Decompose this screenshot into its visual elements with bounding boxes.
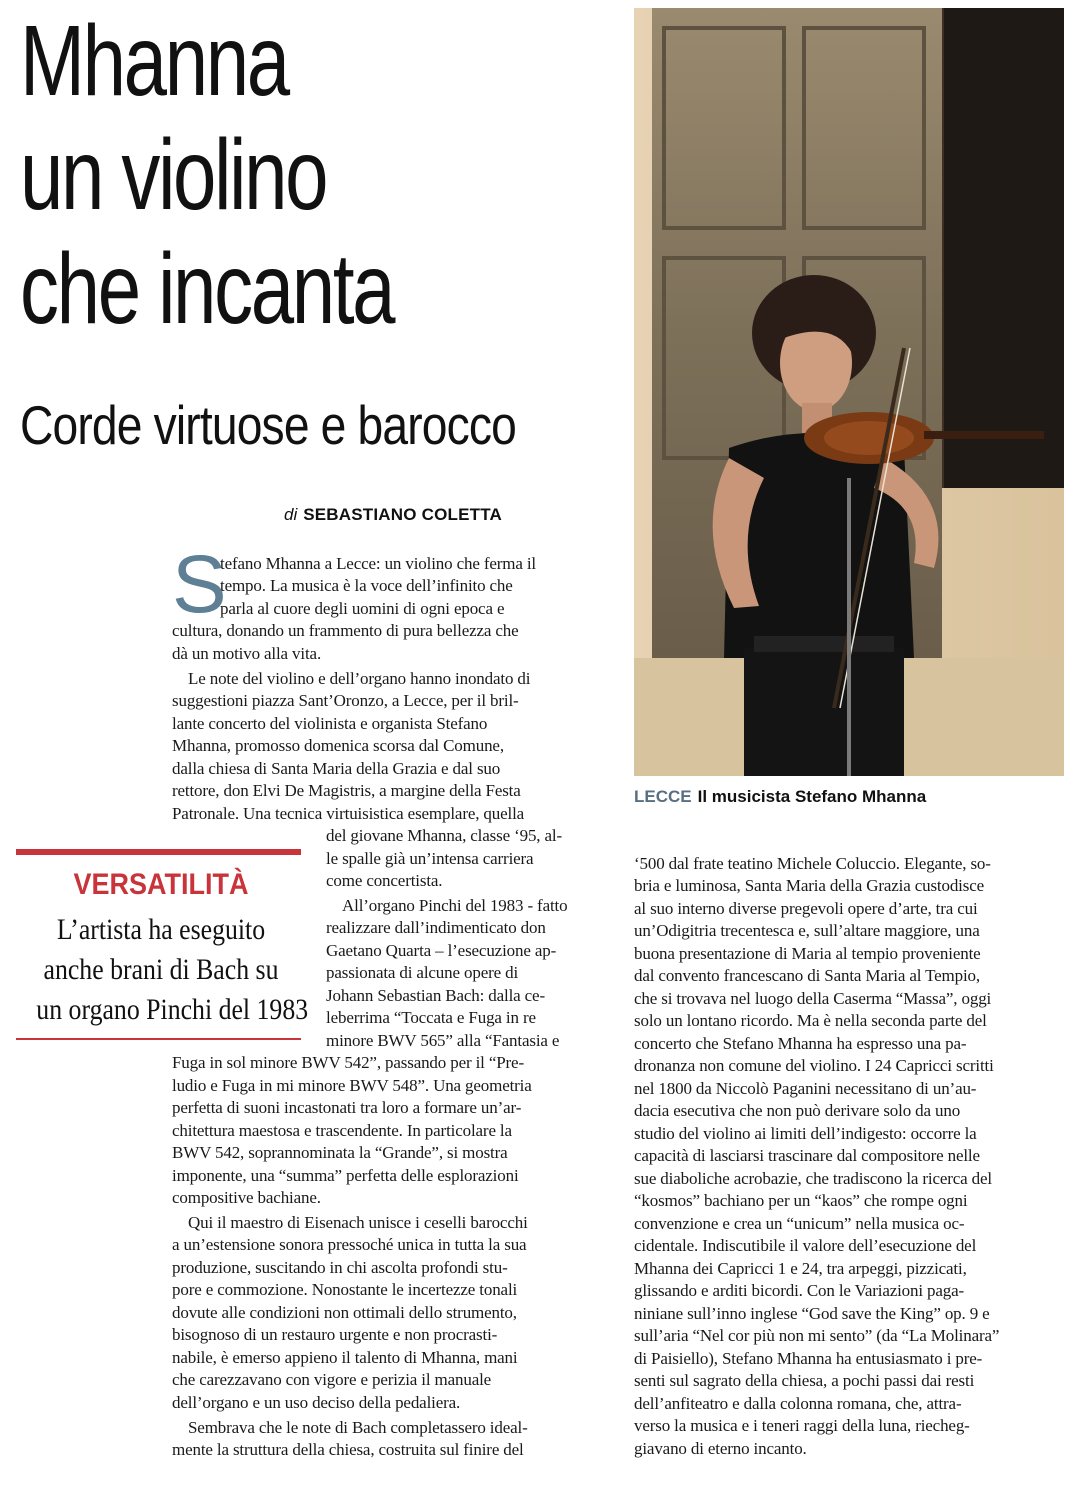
text-line: dovute alle condizioni non ottimali dello strumento, (172, 1303, 517, 1322)
text-line: sull’aria “Nel cor più non mi sento” (da “La Molinara” (634, 1326, 1000, 1345)
text-line: giavano di eterno incanto. (634, 1439, 807, 1458)
text-line: cidentale. Indiscutibile il valore dell’esecuzione del (634, 1236, 977, 1255)
text-line: le spalle già un’intensa carriera (326, 849, 534, 868)
text-line: dronanza non comune del violino. I 24 Capricci scritti (634, 1056, 994, 1075)
text-line: bria e luminosa, Santa Maria della Grazia custodisce (634, 876, 985, 895)
text-line: suggestioni piazza Sant’Oronzo, a Lecce, per il bril- (172, 691, 519, 710)
text-line: mente la struttura della chiesa, costruita sul finire del (172, 1440, 524, 1459)
text-line: del giovane Mhanna, classe ‘95, al- (326, 826, 562, 845)
text-line: Le note del violino e dell’organo hanno inondato di (188, 669, 531, 688)
text-line: di Paisiello), Stefano Mhanna ha entusiasmato i pre- (634, 1349, 983, 1368)
text-line: capacità di lasciarsi trascinare dal compositore nelle (634, 1146, 980, 1165)
text-line: leberrima “Toccata e Fuga in re (326, 1008, 536, 1027)
text-line: buona presentazione di Maria al tempio proveniente (634, 944, 981, 963)
text-line: dacia esecutiva che non può derivare solo da uno (634, 1101, 961, 1120)
text-line: concerto che Stefano Mhanna ha espresso una pa- (634, 1034, 967, 1053)
text-line: nabile, è emerso appieno il talento di Mhanna, mani (172, 1348, 518, 1367)
text-line: Sembrava che le note di Bach completassero ideal- (188, 1418, 528, 1437)
text-line: realizzare dall’indimenticato don (326, 918, 546, 937)
text-line: produzione, suscitando in chi ascolta profondi stu- (172, 1258, 508, 1277)
text-line: passionata di alcune opere di (326, 963, 519, 982)
byline-author: SEBASTIANO COLETTA (303, 505, 503, 524)
text-line: verso la musica e i teneri raggi della luna, riecheg- (634, 1416, 970, 1435)
text-line: BWV 542, soprannominata la “Grande”, si mostra (172, 1143, 508, 1162)
caption-location: LECCE (634, 787, 692, 806)
caption-text: Il musicista Stefano Mhanna (697, 787, 927, 806)
text-line: Patronale. Una tecnica virtuisistica esemplare, quella (172, 804, 525, 823)
drop-cap: S (172, 539, 227, 630)
text-line: Johann Sebastian Bach: dalla ce- (326, 986, 545, 1005)
text-line: studio del violino ai limiti dell’indigesto: occorre la (634, 1124, 977, 1143)
text-line: sue diaboliche acrobazie, che tradiscono la ricerca del (634, 1169, 992, 1188)
headline-line: un violino (20, 119, 327, 231)
headline-line: che incanta (20, 233, 394, 345)
text-line: minore BWV 565” alla “Fantasia e (326, 1031, 560, 1050)
text-line: dal convento francescano di Santa Maria al Tempio, (634, 966, 980, 985)
pullquote-line: anche brani di Bach su (43, 953, 279, 986)
text-line: dalla chiesa di Santa Maria della Grazia e dal suo (172, 759, 501, 778)
text-line: che si trovava nel luogo della Caserma “Massa”, oggi (634, 989, 992, 1008)
text-line: compositive bachiane. (172, 1188, 321, 1207)
text-line: lante concerto del violinista e organista Stefano (172, 714, 488, 733)
text-line: al suo interno diverse pregevoli opere d’arte, tra cui (634, 899, 978, 918)
text-line: un’Odigitria trecentesca e, sull’altare maggiore, una (634, 921, 980, 940)
text-line: come concertista. (326, 871, 443, 890)
text-line: pore e commozione. Nonostante le incertezze tonali (172, 1280, 518, 1299)
byline (284, 505, 502, 525)
text-line: nel 1800 da Niccolò Paganini necessitano di un’au- (634, 1079, 977, 1098)
headline-line: Mhanna (20, 5, 288, 117)
text-line: convenzione e crea un “unicum” nella musica oc- (634, 1214, 965, 1233)
text-line: Fuga in sol minore BWV 542”, passando per il “Pre- (172, 1053, 524, 1072)
text-line: dell’anfiteatro e dalla colonna romana, che, attra- (634, 1394, 962, 1413)
text-line: Qui il maestro di Eisenach unisce i ceselli barocchi (188, 1213, 528, 1232)
text-line: dell’organo e un uso deciso della pedaliera. (172, 1393, 461, 1412)
text-line: All’organo Pinchi del 1983 - fatto (342, 896, 568, 915)
text-line: cultura, donando un frammento di pura bellezza che (172, 621, 519, 640)
byline-prefix: di (284, 505, 298, 524)
text-line: bisognoso di un restauro urgente e non procrasti- (172, 1325, 498, 1344)
pullquote-kicker: VERSATILITÀ (73, 868, 249, 901)
headline (20, 4, 488, 346)
text-line: niniane sull’inno inglese “God save the King” op. 9 e (634, 1304, 990, 1323)
pullquote-bottom-rule (16, 1038, 301, 1040)
text-line: solo un lontano ricordo. Ma è nella seconda parte del (634, 1011, 987, 1030)
text-line: tefano Mhanna a Lecce: un violino che ferma il (220, 554, 536, 573)
text-line: a un’estensione sonora pressoché unica in tutta la sua (172, 1235, 527, 1254)
pullquote-top-rule (16, 849, 301, 855)
text-line: che carezzavano con vigore e perizia il manuale (172, 1370, 492, 1389)
photo-violinist (634, 8, 1064, 776)
text-line: Gaetano Quarta – l’esecuzione ap- (326, 941, 557, 960)
text-line: “kosmos” bachiano per un “kaos” che rompe ogni (634, 1191, 968, 1210)
text-line: Mhanna, promosso domenica scorsa dal Comune, (172, 736, 504, 755)
text-line: ‘500 dal frate teatino Michele Coluccio. Elegante, so- (634, 854, 991, 873)
text-line: senti sul sagrato della chiesa, a pochi passi dai resti (634, 1371, 975, 1390)
text-line: glissando e arditi bicordi. Con le Variazioni paga- (634, 1281, 965, 1300)
text-line: rettore, don Elvi De Magistris, a margine della Festa (172, 781, 521, 800)
text-line: tempo. La musica è la voce dell’infinito che (220, 576, 513, 595)
text-line: dà un motivo alla vita. (172, 644, 322, 663)
photo-caption (634, 786, 1064, 808)
text-line: perfetta di suoni incastonati tra loro a formare un’ar- (172, 1098, 522, 1117)
text-line: ludio e Fuga in mi minore BWV 548”. Una geometria (172, 1076, 532, 1095)
text-line: imponente, una “summa” perfetta delle esplorazioni (172, 1166, 519, 1185)
violinist-illustration (634, 8, 1064, 776)
text-line: parla al cuore degli uomini di ogni epoca e (220, 599, 505, 618)
text-line: Mhanna dei Capricci 1 e 24, tra arpeggi, pizzicati, (634, 1259, 967, 1278)
subtitle: Corde virtuose e barocco (20, 394, 517, 456)
pullquote-line: L’artista ha eseguito (56, 913, 266, 946)
pullquote-line: un organo Pinchi del 1983 (36, 993, 309, 1026)
text-line: chitettura maestosa e trascendente. In particolare la (172, 1121, 512, 1140)
